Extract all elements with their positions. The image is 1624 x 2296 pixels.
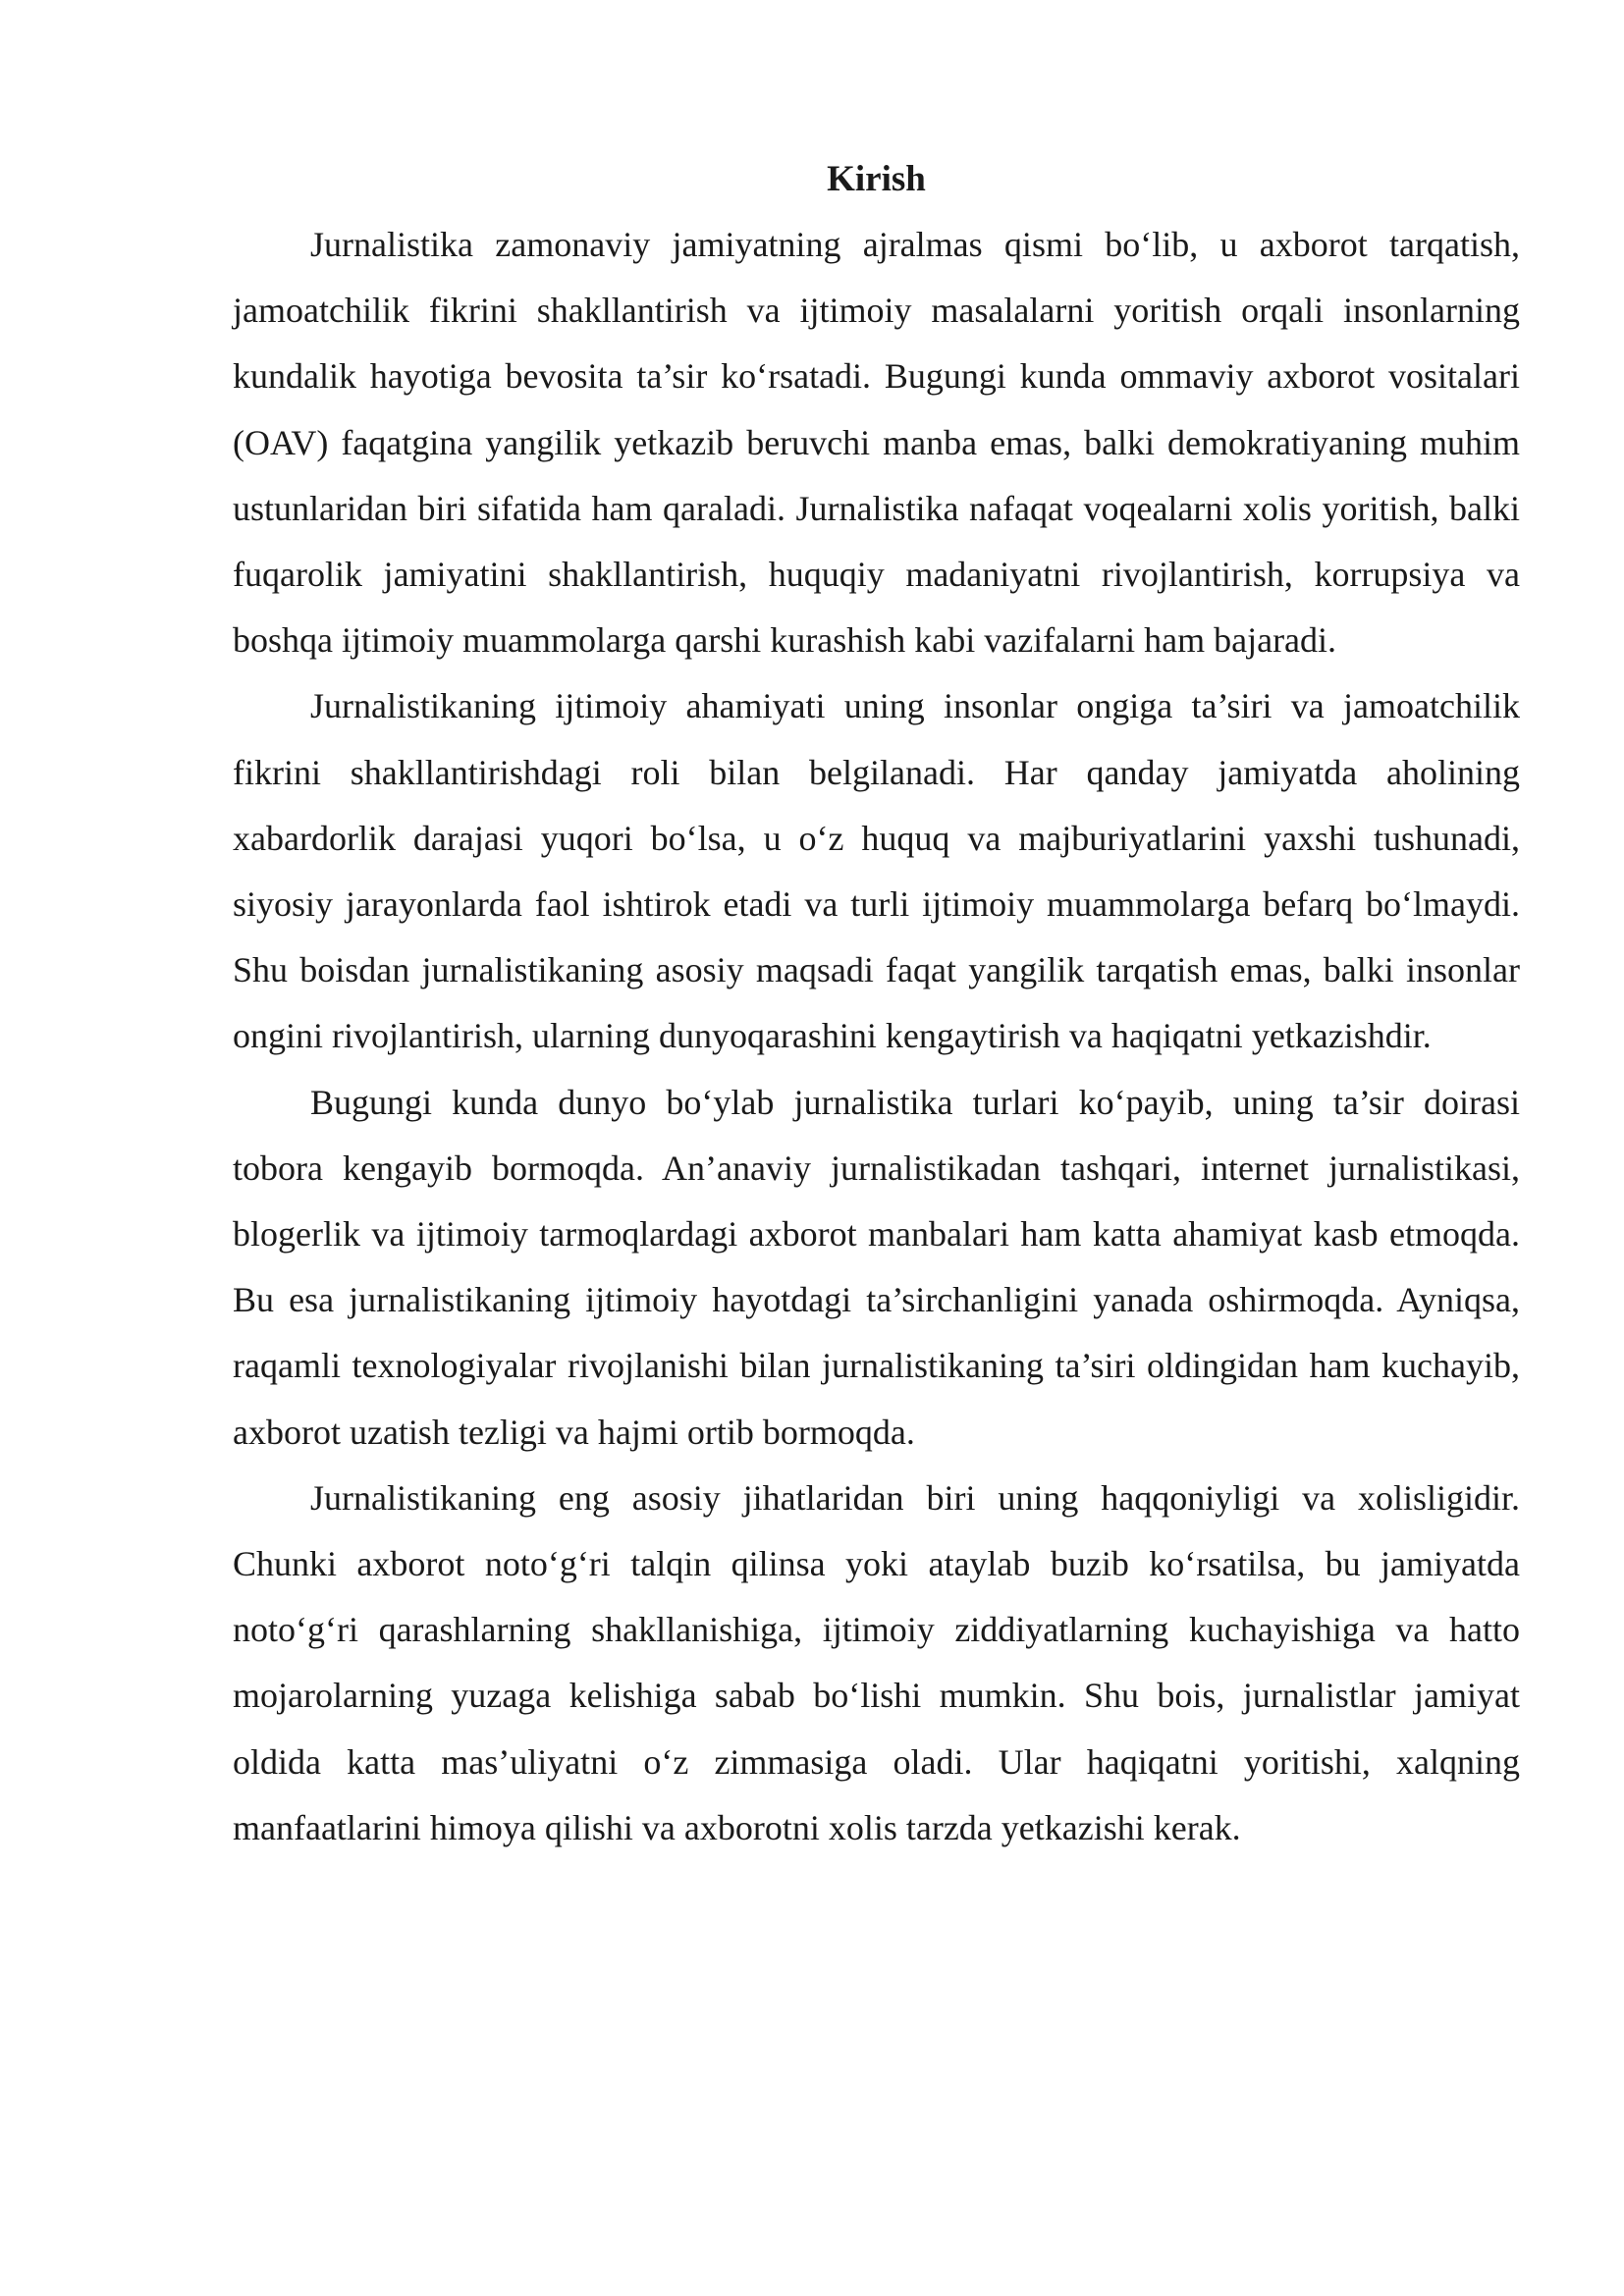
paragraph-3: Bugungi kunda dunyo bo‘ylab jurnalistika turlari ko‘payib, uning ta’sir doirasi tobora kengayib bormoqda. An’anaviy jurnalistikadan tashqari, internet jurnalistikasi, blogerlik va ijtimoiy tarmoqlardagi axborot manbalari ham katta ahamiyat kasb etmoqda. Bu esa jurnalistikaning ijtimoiy hayotdagi ta’sirchanligini yanada oshirmoqda. Ayniqsa, raqamli texnologiyalar rivojlanishi bilan jurnalistikaning ta’siri oldingidan ham kuchayib, axborot uzatish tezligi va hajmi ortib bormoqda. — [233, 1082, 1520, 1452]
document-page — [233, 147, 1520, 1861]
paragraph-4: Jurnalistikaning eng asosiy jihatlaridan biri uning haqqoniyligi va xolisligidir. Chunki axborot noto‘g‘ri talqin qilinsa yoki ataylab buzib ko‘rsatilsa, bu jamiyatda noto‘g‘ri qarashlarning shakllanishiga, ijtimoiy ziddiyatlarning kuchayishiga va hatto mojarolarning yuzaga kelishiga sabab bo‘lishi mumkin. Shu bois, jurnalistlar jamiyat oldida katta mas’uliyatni o‘z zimmasiga oladi. Ular haqiqatni yoritishi, xalqning manfaatlarini himoya qilishi va axborotni xolis tarzda yetkazishi kerak. — [233, 1477, 1520, 1847]
paragraph-1: Jurnalistika zamonaviy jamiyatning ajralmas qismi bo‘lib, u axborot tarqatish, jamoatchilik fikrini shakllantirish va ijtimoiy masalalarni yoritish orqali insonlarning kundalik hayotiga bevosita ta’sir ko‘rsatadi. Bugungi kunda ommaviy axborot vositalari (OAV) faqatgina yangilik yetkazib beruvchi manba emas, balki demokratiyaning muhim ustunlaridan biri sifatida ham qaraladi. Jurnalistika nafaqat voqealarni xolis yoritish, balki fuqarolik jamiyatini shakllantirish, huquqiy madaniyatni rivojlantirish, korrupsiya va boshqa ijtimoiy muammolarga qarshi kurashish kabi vazifalarni ham bajaradi. — [233, 225, 1520, 661]
paragraph-2: Jurnalistikaning ijtimoiy ahamiyati uning insonlar ongiga ta’siri va jamoatchilik fikrini shakllantirishdagi roli bilan belgilanadi. Har qanday jamiyatda aholining xabardorlik darajasi yuqori bo‘lsa, u o‘z huquq va majburiyatlarini yaxshi tushunadi, siyosiy jarayonlarda faol ishtirok etadi va turli ijtimoiy muammolarga befarq bo‘lmaydi. Shu boisdan jurnalistikaning asosiy maqsadi faqat yangilik tarqatish emas, balki insonlar ongini rivojlantirish, ularning dunyoqarashini kengaytirish va haqiqatni yetkazishdir. — [233, 686, 1520, 1056]
page-title: Kirish — [827, 159, 926, 199]
